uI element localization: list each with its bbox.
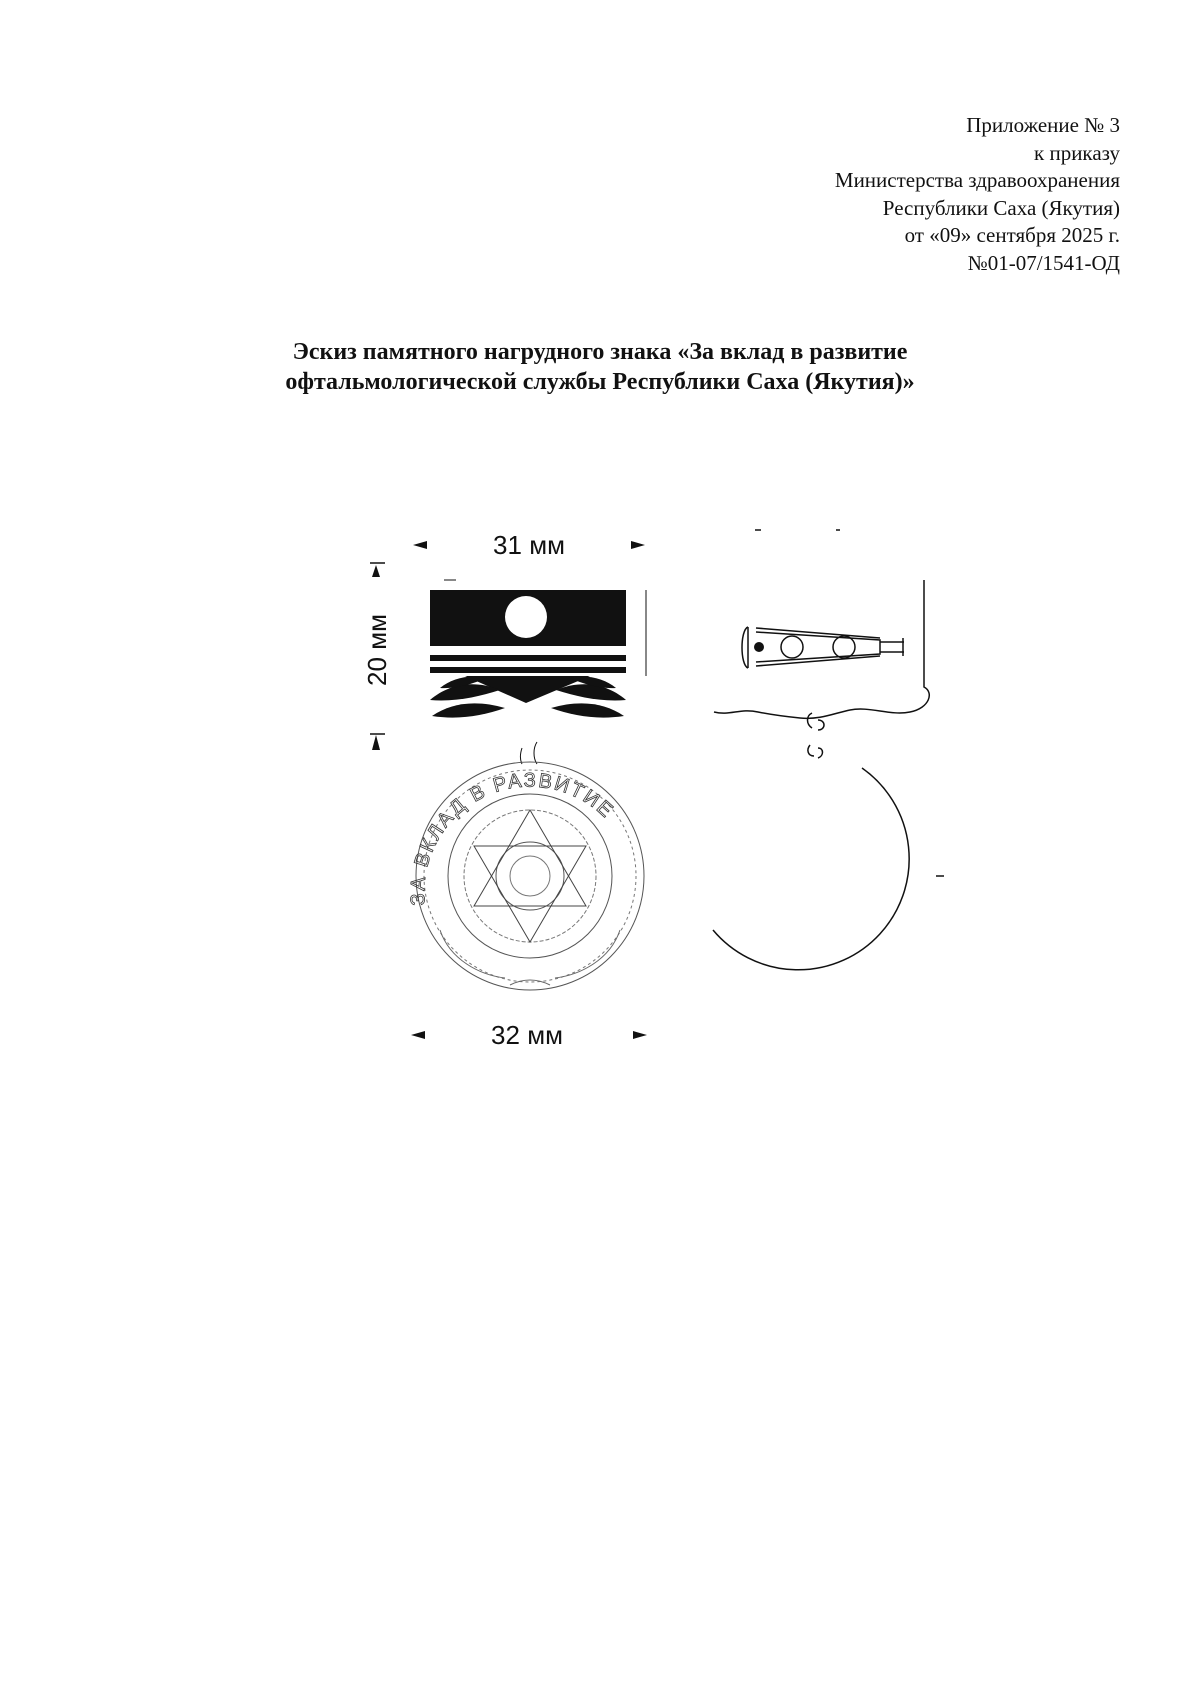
badge-medal-front	[407, 742, 644, 990]
approval-line-order: к приказу	[1034, 140, 1120, 165]
title-line-2: офтальмологической службы Республики Саха (Якутия)»	[285, 369, 915, 395]
badge-back-view	[713, 530, 944, 970]
approval-line-number: №01-07/1541-ОД	[967, 250, 1120, 275]
approval-line-republic: Республики Саха (Якутия)	[882, 195, 1120, 220]
height-dimension	[362, 563, 392, 750]
pin-clasp	[742, 627, 904, 668]
width-label: 31 мм	[493, 530, 565, 560]
approval-line-ministry: Министерства здравоохранения	[834, 168, 1120, 192]
diameter-dimension	[411, 1020, 647, 1050]
approval-line-date: от «09» сентября 2025 г.	[904, 223, 1120, 247]
diameter-label: 32 мм	[491, 1020, 563, 1050]
medal-inscription: ЗА ВКЛАД В РАЗВИТИЕ	[407, 769, 619, 907]
width-dimension	[413, 530, 645, 560]
badge-plank-front	[430, 580, 646, 718]
suspension-loop	[534, 742, 537, 764]
approval-line-appendix: Приложение № 3	[966, 113, 1120, 137]
sun-circle	[505, 596, 547, 638]
title-line-1: Эскиз памятного нагрудного знака «За вклад в развитие	[292, 339, 908, 365]
height-label: 20 мм	[362, 614, 392, 686]
medal-back-circle	[713, 768, 909, 970]
